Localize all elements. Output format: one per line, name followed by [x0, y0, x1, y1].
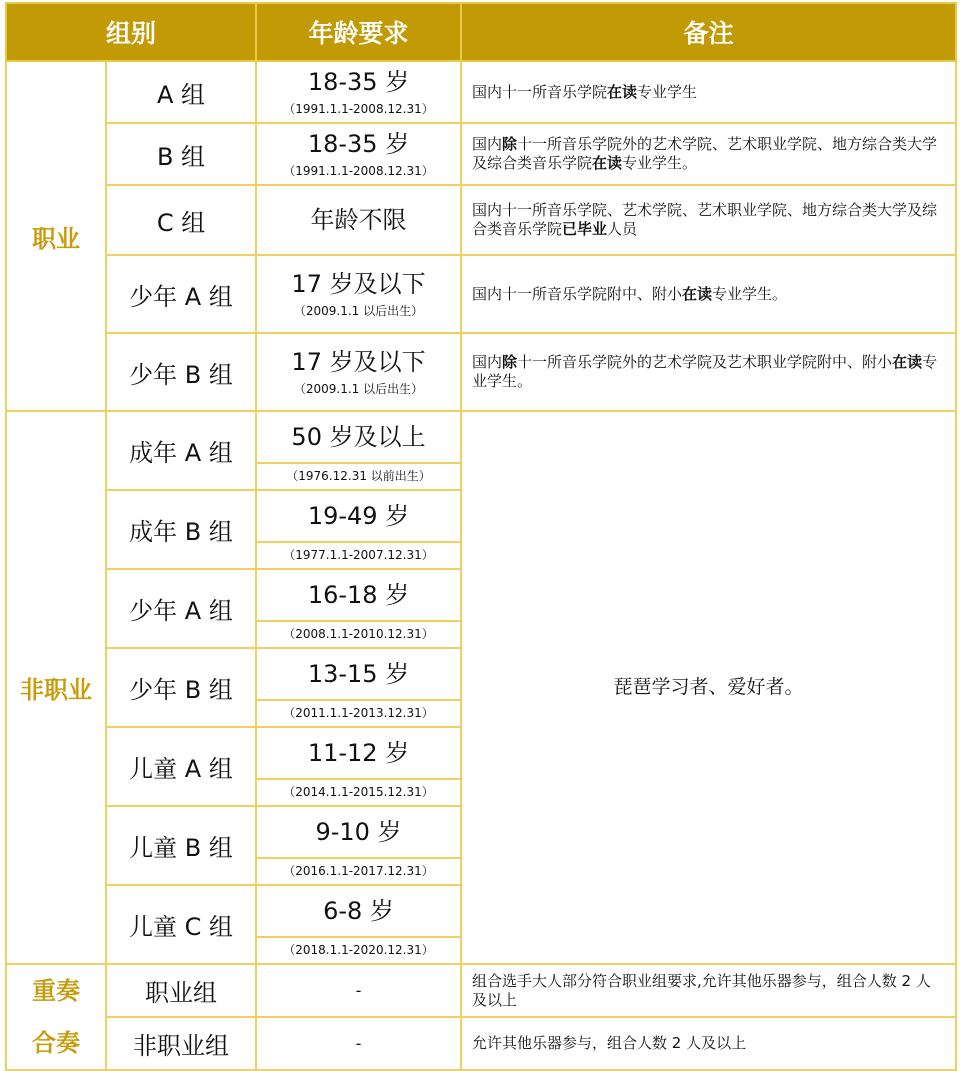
note-text: 专业学生。	[472, 353, 938, 390]
table-row	[6, 333, 956, 411]
note-text: 专业学生。	[712, 284, 788, 303]
note-text: 国内	[472, 353, 503, 371]
age-main: 17 岁及以下	[291, 270, 426, 298]
note-text: 国内十一所音乐学院	[472, 82, 608, 101]
group-cell: B 组	[106, 123, 256, 185]
age-main: 年龄不限	[310, 206, 407, 234]
category-ensemble-label-1: 重奏	[32, 977, 80, 1005]
note-cell	[461, 61, 956, 123]
age-main: 6-8 岁	[323, 897, 394, 925]
header-note: 备注	[461, 3, 956, 61]
group-cell: 成年 B 组	[106, 490, 256, 569]
header-group: 组别	[6, 3, 256, 61]
age-main: 13-15 岁	[307, 660, 410, 688]
table-row	[6, 185, 956, 255]
group-cell: 少年 A 组	[106, 569, 256, 648]
age-cell	[256, 885, 461, 964]
age-cell: -	[256, 964, 461, 1017]
note-text: 国内十一所音乐学院附中、附小	[472, 284, 683, 303]
group-cell: C 组	[106, 185, 256, 255]
age-main: 19-49 岁	[307, 502, 410, 530]
age-range: （1991.1.1-2008.12.31）	[283, 102, 434, 116]
group-cell: 儿童 A 组	[106, 727, 256, 806]
note-emphasis: 除	[502, 353, 518, 371]
competition-groups-table	[5, 2, 957, 1071]
age-cell	[256, 123, 461, 185]
note-emphasis: 已毕业	[562, 220, 608, 238]
age-cell	[256, 490, 461, 569]
note-emphasis: 在读	[607, 82, 638, 101]
category-amateur: 非职业	[6, 411, 106, 964]
age-range: （1991.1.1-2008.12.31）	[283, 164, 434, 178]
group-cell: 非职业组	[106, 1017, 256, 1070]
age-main: 9-10 岁	[315, 818, 402, 846]
age-cell	[256, 61, 461, 123]
group-cell: 少年 A 组	[106, 255, 256, 333]
age-main: 18-35 岁	[307, 130, 410, 158]
note-text: 十一所音乐学院外的艺术学院及艺术职业学院附中、附小	[517, 353, 893, 371]
note-text: 专业学生。	[622, 154, 698, 172]
age-range: （2008.1.1-2010.12.31）	[257, 620, 460, 647]
age-cell	[256, 411, 461, 490]
age-cell: -	[256, 1017, 461, 1070]
note-cell: 组合选手大人部分符合职业组要求,允许其他乐器参与，组合人数 2 人及以上	[461, 964, 956, 1017]
age-cell	[256, 255, 461, 333]
table-header-row	[6, 3, 956, 61]
category-ensemble-label-2: 合奏	[32, 1029, 80, 1057]
group-cell: 成年 A 组	[106, 411, 256, 490]
age-range: （2009.1.1 以后出生）	[293, 382, 424, 396]
group-cell: 少年 B 组	[106, 333, 256, 411]
age-cell	[256, 648, 461, 727]
table-row	[6, 964, 956, 1017]
note-emphasis: 在读	[592, 154, 623, 172]
note-text: 国内	[472, 135, 503, 153]
note-emphasis: 在读	[892, 353, 923, 371]
header-age: 年龄要求	[256, 3, 461, 61]
age-main: 17 岁及以下	[291, 348, 426, 376]
age-cell	[256, 185, 461, 255]
note-text: 人员	[607, 220, 638, 238]
note-cell: 允许其他乐器参与，组合人数 2 人及以上	[461, 1017, 956, 1070]
age-main: 16-18 岁	[307, 581, 410, 609]
table-row	[6, 255, 956, 333]
note-emphasis: 在读	[682, 284, 713, 303]
table-row	[6, 61, 956, 123]
amateur-note: 琵琶学习者、爱好者。	[461, 411, 956, 964]
group-cell: 少年 B 组	[106, 648, 256, 727]
age-cell	[256, 333, 461, 411]
age-range: （2018.1.1-2020.12.31）	[257, 936, 460, 963]
table-row	[6, 123, 956, 185]
note-emphasis: 除	[502, 135, 518, 153]
table-row	[6, 1017, 956, 1070]
age-range: （2011.1.1-2013.12.31）	[257, 699, 460, 726]
age-range: （2009.1.1 以后出生）	[293, 304, 424, 318]
age-cell	[256, 569, 461, 648]
note-text: 十一所音乐学院外的艺术学院、艺术职业学院、地方综合类大学及综合类音乐学院	[472, 135, 938, 172]
group-cell: 职业组	[106, 964, 256, 1017]
note-text: 专业学生	[637, 82, 698, 101]
table-row	[6, 411, 956, 490]
group-cell: A 组	[106, 61, 256, 123]
note-cell	[461, 333, 956, 411]
age-range: （2016.1.1-2017.12.31）	[257, 857, 460, 884]
age-cell	[256, 727, 461, 806]
age-range: （1976.12.31 以前出生）	[257, 462, 460, 489]
note-cell	[461, 123, 956, 185]
note-cell	[461, 255, 956, 333]
group-cell: 儿童 B 组	[106, 806, 256, 885]
age-range: （1977.1.1-2007.12.31）	[257, 541, 460, 568]
group-cell: 儿童 C 组	[106, 885, 256, 964]
age-cell	[256, 806, 461, 885]
note-cell	[461, 185, 956, 255]
note-text: 国内十一所音乐学院、艺术学院、艺术职业学院、地方综合类大学及综合类音乐学院	[472, 201, 938, 238]
age-main: 50 岁及以上	[291, 423, 426, 451]
category-ensemble	[6, 964, 106, 1070]
age-main: 18-35 岁	[307, 68, 410, 96]
age-main: 11-12 岁	[307, 739, 410, 767]
category-professional: 职业	[6, 61, 106, 411]
age-range: （2014.1.1-2015.12.31）	[257, 778, 460, 805]
